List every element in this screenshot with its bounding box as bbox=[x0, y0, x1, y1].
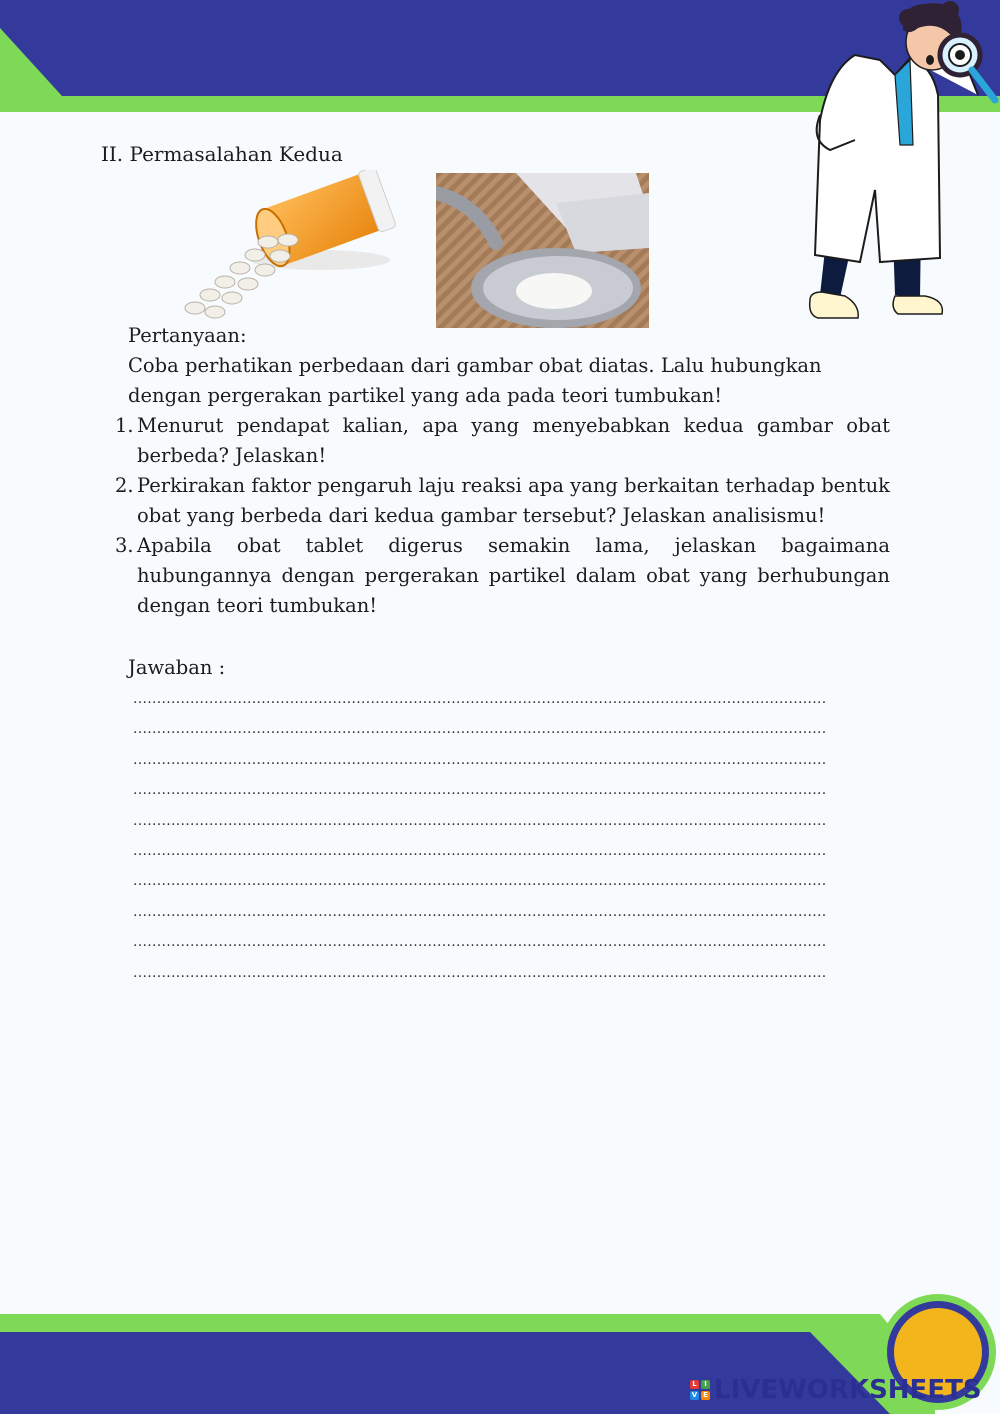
question-text: Apabila obat tablet digerus semakin lama, jelaskan bagaimana hubungannya dengan pergerakan partikel dalam obat yang berhubungan dengan teori tumbukan! bbox=[137, 534, 890, 617]
question-item bbox=[115, 411, 890, 471]
logo-letter: L bbox=[690, 1380, 699, 1389]
logo-grid-icon bbox=[690, 1380, 710, 1400]
question-text: Menurut pendapat kalian, apa yang menyebabkan kedua gambar obat berbeda? Jelaskan! bbox=[137, 414, 890, 467]
question-number: 2. bbox=[115, 474, 134, 497]
answer-line[interactable]: .................................................................................................................................................. bbox=[133, 934, 827, 951]
question-text: Perkirakan faktor pengaruh laju reaksi apa yang berkaitan terhadap bentuk obat yang berbeda dari kedua gambar tersebut? Jelaskan analisismu! bbox=[137, 474, 890, 527]
logo-letter: E bbox=[701, 1391, 710, 1400]
answer-line[interactable]: .................................................................................................................................................. bbox=[133, 964, 827, 981]
question-item bbox=[115, 471, 890, 531]
pill-bottle-icon bbox=[170, 170, 400, 325]
intro-text: Coba perhatikan perbedaan dari gambar obat diatas. Lalu hubungkan dengan pergerakan partikel yang ada pada teori tumbukan! bbox=[128, 354, 822, 407]
question-item bbox=[115, 531, 890, 621]
logo-letter: V bbox=[691, 1391, 698, 1399]
answer-line[interactable]: .................................................................................................................................................. bbox=[133, 691, 827, 707]
liveworksheets-logo bbox=[690, 1375, 982, 1405]
answer-label: Jawaban : bbox=[128, 656, 226, 679]
question-number: 3. bbox=[115, 534, 134, 557]
answer-line[interactable]: .................................................................................................................................................. bbox=[133, 812, 827, 829]
answer-line[interactable]: .................................................................................................................................................. bbox=[133, 842, 827, 859]
answer-line[interactable]: .................................................................................................................................................. bbox=[133, 751, 827, 768]
question-number: 1. bbox=[115, 414, 134, 437]
answer-line[interactable]: .................................................................................................................................................. bbox=[133, 903, 827, 920]
answer-line[interactable]: .................................................................................................................................................. bbox=[133, 721, 827, 738]
spoon-powder-icon bbox=[436, 173, 649, 328]
answer-line[interactable]: .................................................................................................................................................. bbox=[133, 782, 827, 799]
answer-line[interactable]: .................................................................................................................................................. bbox=[133, 873, 827, 890]
logo-letter: I bbox=[701, 1380, 710, 1389]
answer-area[interactable] bbox=[133, 684, 885, 988]
section-title: II. Permasalahan Kedua bbox=[101, 142, 343, 166]
question-list bbox=[115, 411, 890, 621]
logo-text: LIVEWORKSHEETS bbox=[714, 1375, 982, 1405]
scientist-magnifier-icon bbox=[800, 0, 1000, 330]
pertanyaan-label: Pertanyaan: bbox=[128, 324, 247, 347]
